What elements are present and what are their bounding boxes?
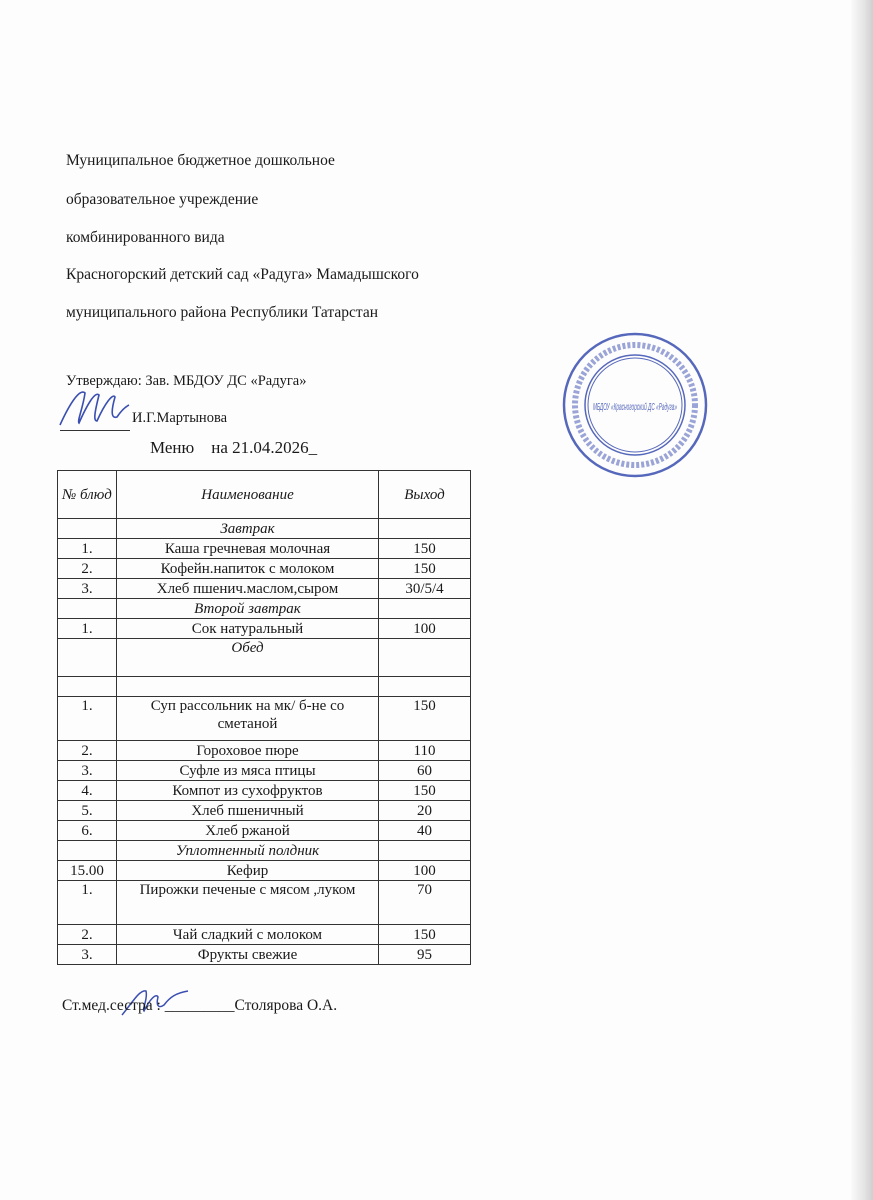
- section-name: Завтрак: [117, 519, 379, 539]
- section-name: Второй завтрак: [117, 599, 379, 619]
- table-row: [58, 677, 471, 697]
- section-row: [58, 841, 471, 861]
- dish-number: 15.00: [58, 861, 117, 881]
- approver-name: И.Г.Мартынова: [132, 410, 228, 426]
- section-row: [58, 639, 471, 677]
- empty-cell: [58, 841, 117, 861]
- table-row: [58, 861, 471, 881]
- dish-number: 2.: [58, 741, 117, 761]
- scan-edge-shadow: [851, 0, 873, 1200]
- table-row: [58, 559, 471, 579]
- dish-number: 1.: [58, 539, 117, 559]
- dish-output: 100: [379, 619, 471, 639]
- table-row: [58, 741, 471, 761]
- col-header-name: Наименование: [117, 471, 379, 519]
- section-row: [58, 599, 471, 619]
- dish-output: 100: [379, 861, 471, 881]
- table-row: [58, 945, 471, 965]
- dish-number: 1.: [58, 697, 117, 741]
- dish-output: 20: [379, 801, 471, 821]
- empty-cell: [379, 599, 471, 619]
- dish-name: Чай сладкий с молоком: [117, 925, 379, 945]
- approval-line: Утверждаю: Зав. МБДОУ ДС «Радуга»: [66, 373, 307, 389]
- dish-number: 4.: [58, 781, 117, 801]
- org-line-2: образовательное учреждение: [66, 191, 259, 208]
- dish-name: Фрукты свежие: [117, 945, 379, 965]
- dish-output: [379, 677, 471, 697]
- dish-output: 150: [379, 925, 471, 945]
- table-row: [58, 881, 471, 925]
- menu-table: [57, 470, 471, 965]
- table-row: [58, 925, 471, 945]
- dish-number: 2.: [58, 559, 117, 579]
- dish-name: Хлеб пшенич.маслом,сыром: [117, 579, 379, 599]
- dish-name: Кефир: [117, 861, 379, 881]
- dish-number: 1.: [58, 619, 117, 639]
- table-row: [58, 801, 471, 821]
- dish-output: 60: [379, 761, 471, 781]
- stamp-center-text: МБДОУ «Красногорский ДС «Радуга»: [593, 402, 678, 413]
- dish-name: Пирожки печеные с мясом ,луком: [117, 881, 379, 925]
- dish-name: Сок натуральный: [117, 619, 379, 639]
- empty-cell: [379, 841, 471, 861]
- nurse-signature-line: Ст.мед.сестра : _________Столярова О.А.: [62, 997, 338, 1014]
- director-signature: [55, 383, 131, 431]
- dish-number: 6.: [58, 821, 117, 841]
- dish-output: 110: [379, 741, 471, 761]
- dish-output: 150: [379, 781, 471, 801]
- dish-name: Хлеб ржаной: [117, 821, 379, 841]
- table-row: [58, 781, 471, 801]
- table-row: [58, 619, 471, 639]
- dish-output: 40: [379, 821, 471, 841]
- dish-name: Кофейн.напиток с молоком: [117, 559, 379, 579]
- organization-stamp: [560, 330, 710, 480]
- table-row: [58, 539, 471, 559]
- dish-name: Компот из сухофруктов: [117, 781, 379, 801]
- empty-cell: [58, 599, 117, 619]
- dish-name: [117, 677, 379, 697]
- org-line-3: комбинированного вида: [66, 229, 225, 246]
- dish-output: 95: [379, 945, 471, 965]
- table-header-row: [58, 471, 471, 519]
- table-row: [58, 761, 471, 781]
- dish-output: 150: [379, 539, 471, 559]
- empty-cell: [58, 519, 117, 539]
- dish-number: 5.: [58, 801, 117, 821]
- empty-cell: [379, 519, 471, 539]
- dish-name: Каша гречневая молочная: [117, 539, 379, 559]
- dish-output: 150: [379, 697, 471, 741]
- dish-number: 3.: [58, 579, 117, 599]
- table-row: [58, 579, 471, 599]
- dish-output: 70: [379, 881, 471, 925]
- dish-name: Суфле из мяса птицы: [117, 761, 379, 781]
- table-row: [58, 821, 471, 841]
- menu-title: Меню на 21.04.2026_: [150, 438, 318, 457]
- dish-number: 3.: [58, 761, 117, 781]
- dish-name: Хлеб пшеничный: [117, 801, 379, 821]
- col-header-number: № блюд: [58, 471, 117, 519]
- col-header-output: Выход: [379, 471, 471, 519]
- table-row: [58, 697, 471, 741]
- dish-number: 1.: [58, 881, 117, 925]
- org-line-4: Красногорский детский сад «Радуга» Мамадышского: [66, 266, 419, 283]
- dish-name: Гороховое пюре: [117, 741, 379, 761]
- dish-number: [58, 677, 117, 697]
- section-row: [58, 519, 471, 539]
- dish-number: 3.: [58, 945, 117, 965]
- empty-cell: [379, 639, 471, 677]
- org-line-5: муниципального района Республики Татарстан: [66, 304, 379, 321]
- dish-name: Суп рассольник на мк/ б-не со сметаной: [117, 697, 379, 741]
- section-name: Уплотненный полдник: [117, 841, 379, 861]
- org-line-1: Муниципальное бюджетное дошкольное: [66, 152, 335, 169]
- empty-cell: [58, 639, 117, 677]
- dish-output: 30/5/4: [379, 579, 471, 599]
- dish-output: 150: [379, 559, 471, 579]
- section-name: Обед: [117, 639, 379, 677]
- dish-number: 2.: [58, 925, 117, 945]
